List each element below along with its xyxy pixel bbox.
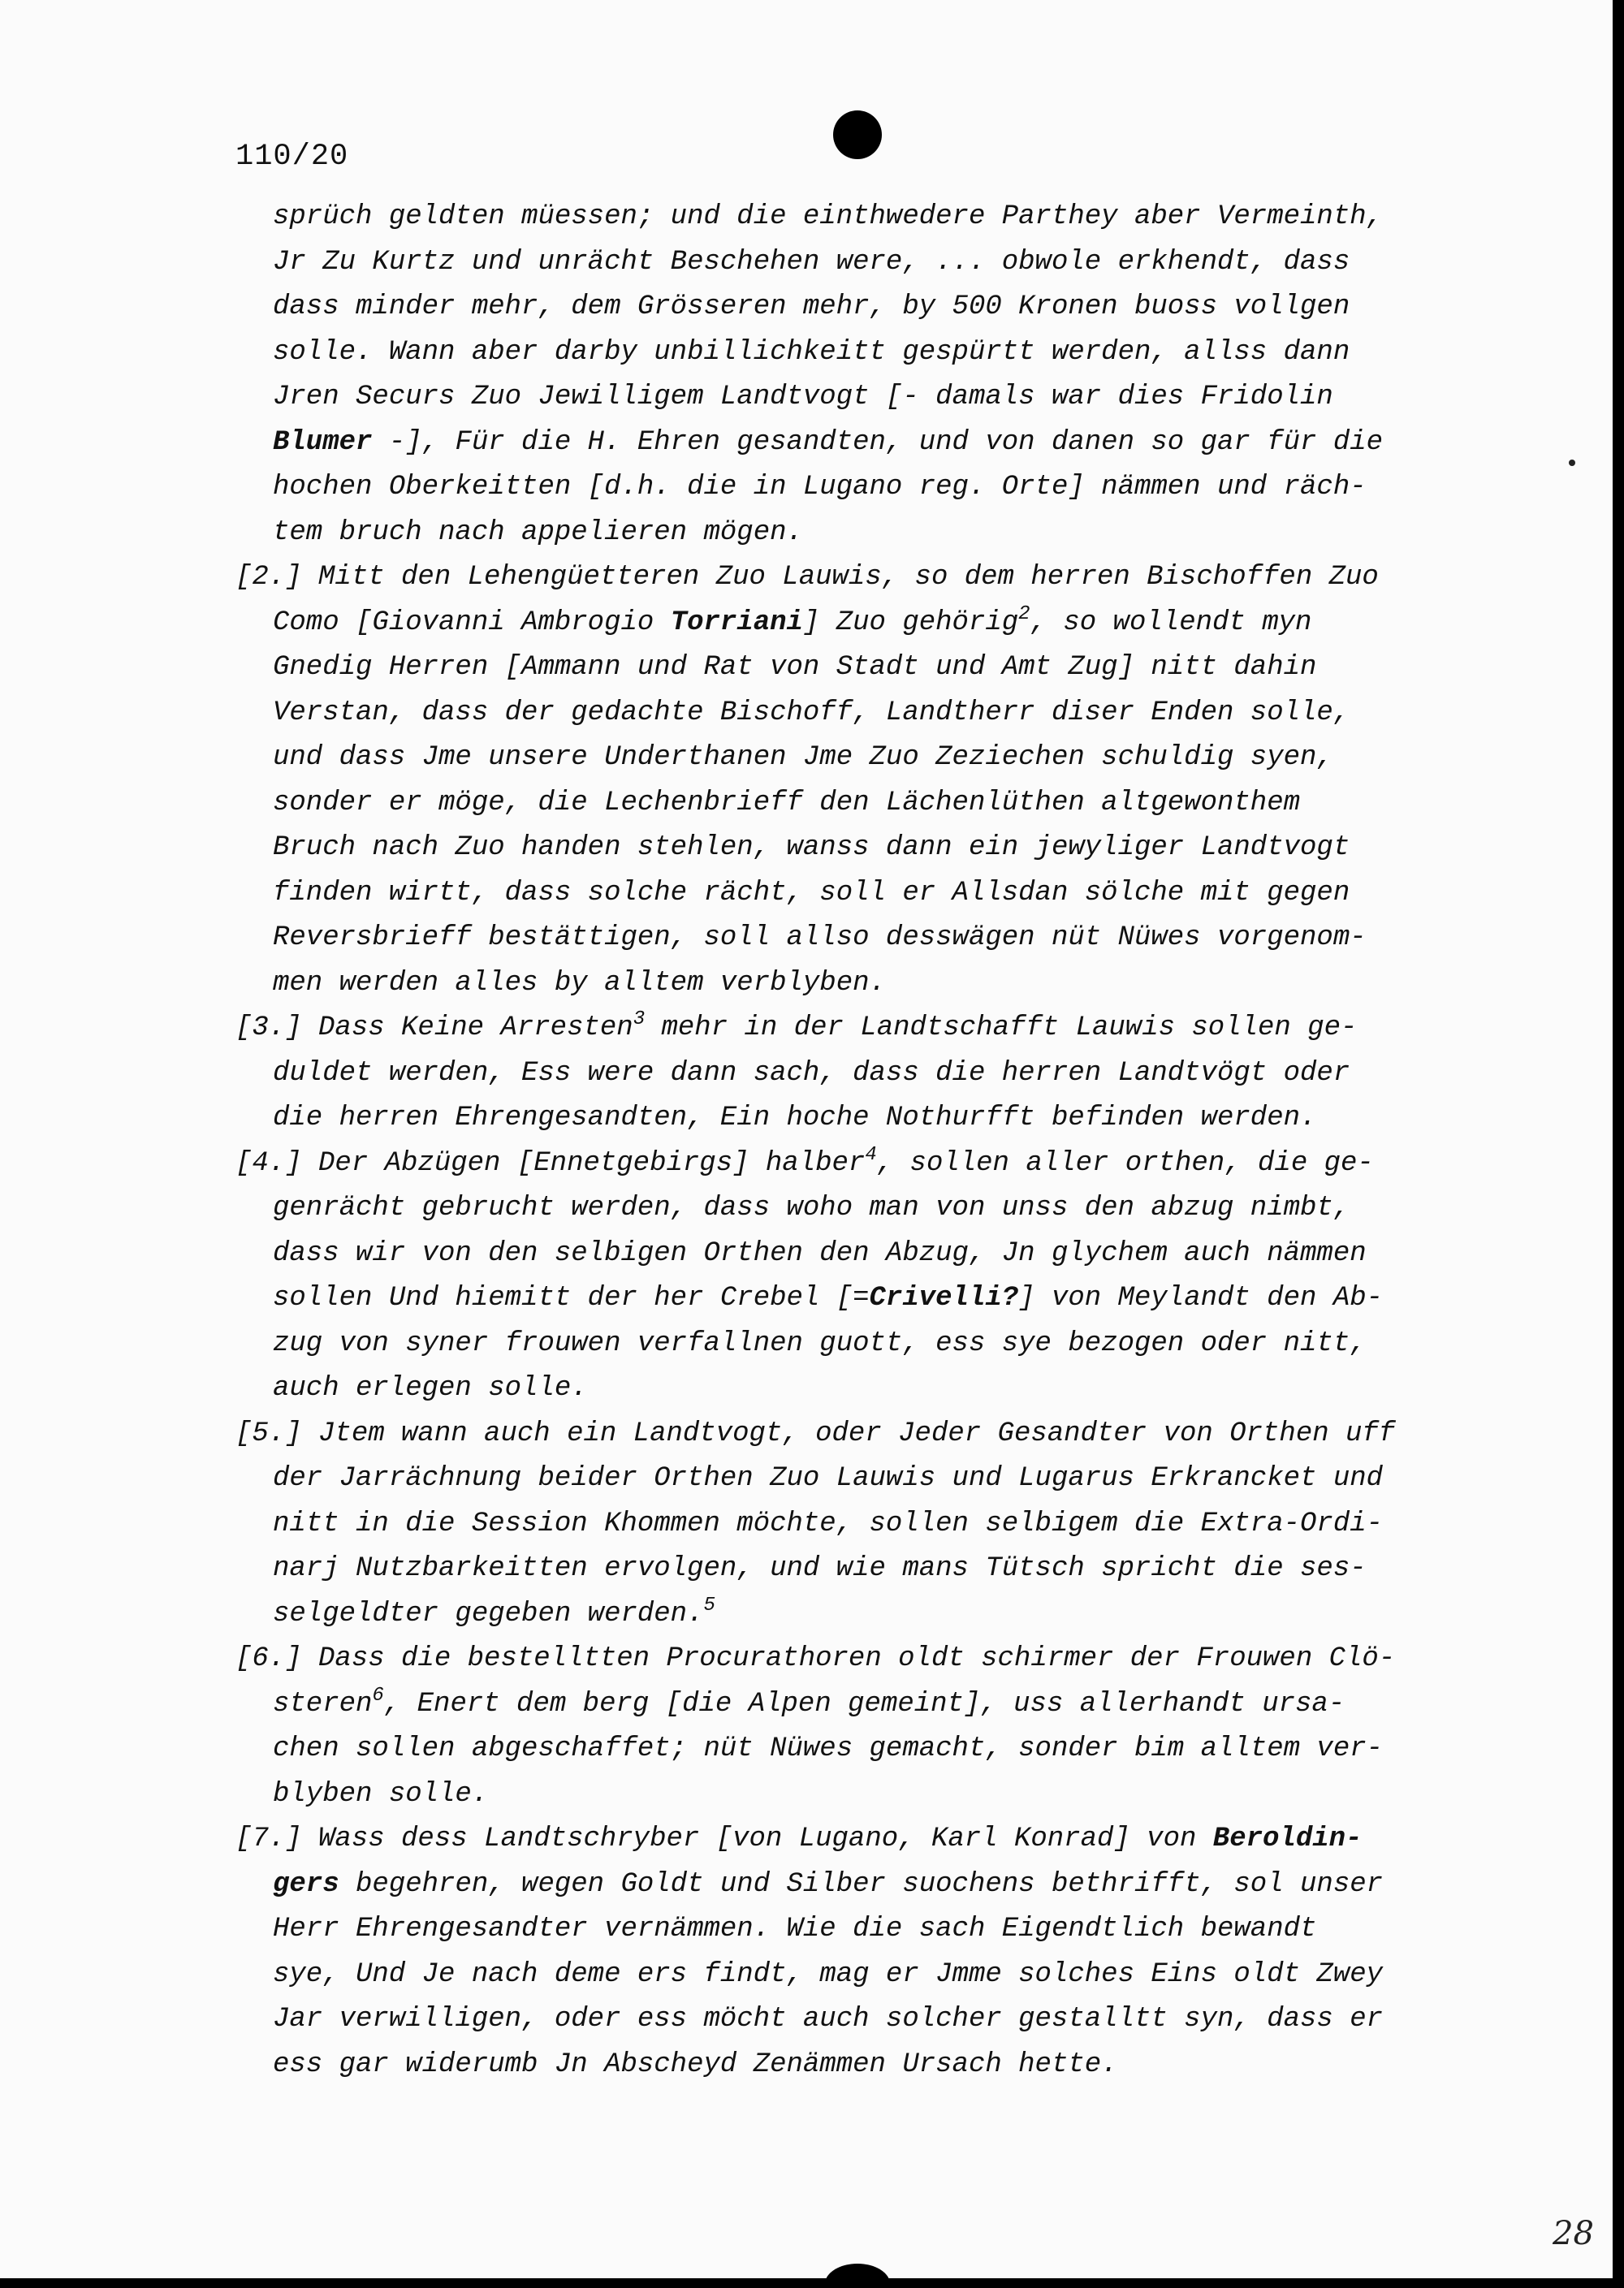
text-segment: sollen Und hiemitt der her Crebel [= xyxy=(273,1283,870,1314)
text-segment: Bruch nach Zuo handen stehlen, wanss dann ein jewyliger Landtvogt xyxy=(273,832,1350,863)
text-line xyxy=(235,1502,1502,1548)
text-line xyxy=(235,1366,1502,1412)
text-line xyxy=(235,330,1502,376)
text-segment: , Enert dem berg [die Alpen gemeint], uss allerhandt ursa- xyxy=(383,1688,1345,1720)
text-line xyxy=(235,961,1502,1007)
text-line xyxy=(235,1186,1502,1232)
bottom-punch-hole-mark xyxy=(825,2264,890,2278)
text-segment: sonder er möge, die Lechenbrieff den Lächenlüthen altgewonthem xyxy=(273,787,1301,818)
text-line xyxy=(235,736,1502,781)
bold-name: Crivelli? xyxy=(869,1283,1019,1314)
text-line xyxy=(235,1412,1502,1457)
text-line xyxy=(235,826,1502,871)
text-segment: Como [Giovanni Ambrogio xyxy=(273,607,671,638)
bold-name: Beroldin- xyxy=(1212,1824,1363,1854)
text-line xyxy=(235,1863,1502,1908)
text-segment: men werden alles by alltem verblyben. xyxy=(273,967,886,999)
text-segment: Jar verwilligen, oder ess möcht auch solcher gestalltt syn, dass er xyxy=(273,2004,1384,2035)
text-segment: chen sollen abgeschaffet; nüt Nüwes gemacht, sonder bim alltem ver- xyxy=(273,1733,1384,1764)
text-segment: narj Nutzbarkeitten ervolgen, und wie mans Tütsch spricht die ses- xyxy=(273,1553,1367,1584)
text-segment: sprüch geldten müessen; und die einthwedere Parthey aber Vermeinth, xyxy=(273,201,1384,232)
text-line xyxy=(235,916,1502,961)
text-line xyxy=(235,1051,1502,1097)
text-segment: Reversbrieff bestättigen, soll allso desswägen nüt Nüwes vorgenom- xyxy=(273,922,1367,953)
text-line xyxy=(235,1953,1502,1998)
text-line xyxy=(235,511,1502,556)
text-line xyxy=(235,1727,1502,1772)
text-segment: die herren Ehrengesandten, Ein hoche Nothurfft befinden werden. xyxy=(273,1103,1317,1133)
text-segment: hochen Oberkeitten [d.h. die in Lugano reg. Orte] nämmen und räch- xyxy=(273,472,1367,503)
text-segment: und dass Jme unsere Underthanen Jme Zuo Zeziechen schuldig syen, xyxy=(273,742,1333,773)
text-segment: dass wir von den selbigen Orthen den Abzug, Jn glychem auch nämmen xyxy=(273,1237,1367,1269)
text-segment: blyben solle. xyxy=(273,1778,489,1810)
margin-speck xyxy=(1569,460,1575,466)
text-line xyxy=(235,1232,1502,1277)
text-segment: steren xyxy=(273,1688,373,1720)
text-segment: begehren, wegen Goldt und Silber suochens bethrifft, sol unser xyxy=(339,1868,1384,1900)
text-line xyxy=(235,1682,1502,1728)
footnote-ref: 4 xyxy=(865,1143,877,1166)
text-segment: ess gar widerumb Jn Abscheyd Zenämmen Ursach hette. xyxy=(273,2048,1118,2080)
bold-name: Blumer xyxy=(273,426,373,458)
text-segment: der Jarrächnung beider Orthen Zuo Lauwis und Lugarus Erkrancket und xyxy=(273,1463,1384,1494)
text-line xyxy=(235,1637,1502,1682)
text-line xyxy=(235,240,1502,286)
text-segment: Verstan, dass der gedachte Bischoff, Landtherr diser Enden solle, xyxy=(273,697,1350,728)
text-segment: Jren Securs Zuo Jewilligem Landtvogt [- damals war dies Fridolin xyxy=(273,382,1333,412)
text-segment: genrächt gebrucht werden, dass woho man von unss den abzug nimbt, xyxy=(273,1193,1350,1224)
text-segment: [5.] Jtem wann auch ein Landtvogt, oder Jeder Gesandter von Orthen uff xyxy=(235,1418,1396,1449)
text-line xyxy=(235,1322,1502,1367)
text-line xyxy=(235,1907,1502,1953)
text-segment: [6.] Dass die bestelltten Procurathoren oldt schirmer der Frouwen Clö- xyxy=(235,1643,1396,1674)
text-segment: solle. Wann aber darby unbillichkeitt gespürtt werden, allss dann xyxy=(273,336,1350,368)
text-line xyxy=(235,1457,1502,1502)
text-segment: [3.] Dass Keine Arresten xyxy=(235,1012,633,1043)
text-line xyxy=(235,1276,1502,1322)
text-segment: Herr Ehrengesandter vernämmen. Wie die sach Eigendtlich bewandt xyxy=(273,1914,1317,1945)
text-line xyxy=(235,2043,1502,2088)
text-line xyxy=(235,421,1502,466)
text-segment: [4.] Der Abzügen [Ennetgebirgs] halber xyxy=(235,1147,866,1179)
text-line xyxy=(235,1592,1502,1638)
bold-name: Torriani xyxy=(670,607,803,638)
bold-name: gers xyxy=(273,1868,339,1900)
text-line xyxy=(235,1006,1502,1051)
text-line xyxy=(235,781,1502,827)
text-segment: duldet werden, Ess were dann sach, dass die herren Landtvögt oder xyxy=(273,1057,1350,1089)
text-segment: tem bruch nach appelieren mögen. xyxy=(273,516,803,548)
page-reference: 110/20 xyxy=(235,140,349,174)
text-segment: mehr in der Landtschafft Lauwis sollen ge- xyxy=(645,1012,1358,1043)
footnote-ref: 3 xyxy=(633,1008,646,1030)
text-line xyxy=(235,1772,1502,1818)
text-line xyxy=(235,645,1502,691)
text-line xyxy=(235,375,1502,421)
text-line xyxy=(235,195,1502,240)
text-line xyxy=(235,285,1502,330)
text-segment: [2.] Mitt den Lehengüetteren Zuo Lauwis, so dem herren Bischoffen Zuo xyxy=(235,562,1379,593)
text-line xyxy=(235,555,1502,601)
text-segment: auch erlegen solle. xyxy=(273,1373,588,1404)
text-segment: , so wollendt myn xyxy=(1030,607,1312,638)
text-segment: ] Zuo gehörig xyxy=(802,607,1019,638)
footnote-ref: 2 xyxy=(1018,602,1030,625)
text-segment: Gnedig Herren [Ammann und Rat von Stadt und Amt Zug] nitt dahin xyxy=(273,652,1317,683)
transcription-body xyxy=(235,195,1502,2087)
text-segment: nitt in die Session Khommen möchte, sollen selbigem die Extra-Ordi- xyxy=(273,1508,1384,1539)
text-line xyxy=(235,1096,1502,1142)
text-line xyxy=(235,1997,1502,2043)
text-line xyxy=(235,1547,1502,1592)
text-segment: -], Für die H. Ehren gesandten, und von danen so gar für die xyxy=(372,426,1384,458)
text-line xyxy=(235,691,1502,736)
text-line xyxy=(235,1142,1502,1187)
text-segment: Jr Zu Kurtz und unrächt Beschehen were, ... obwole erkhendt, dass xyxy=(273,246,1350,278)
text-segment: finden wirtt, dass solche rächt, soll er Allsdan sölche mit gegen xyxy=(273,877,1350,909)
text-line xyxy=(235,1817,1502,1863)
text-line xyxy=(235,871,1502,917)
punch-hole-mark xyxy=(833,110,882,159)
footnote-ref: 5 xyxy=(703,1594,715,1617)
footnote-ref: 6 xyxy=(372,1684,384,1707)
text-segment: , sollen aller orthen, die ge- xyxy=(876,1147,1374,1179)
text-line xyxy=(235,465,1502,511)
text-segment: [7.] Wass dess Landtschryber [von Lugano, Karl Konrad] von xyxy=(235,1824,1213,1854)
text-segment: zug von syner frouwen verfallnen guott, ess sye bezogen oder nitt, xyxy=(273,1327,1367,1359)
text-segment: dass minder mehr, dem Grösseren mehr, by 500 Kronen buoss vollgen xyxy=(273,291,1350,322)
text-segment: selgeldter gegeben werden. xyxy=(273,1598,704,1630)
text-line xyxy=(235,601,1502,646)
text-segment: sye, Und Je nach deme ers findt, mag er Jmme solches Eins oldt Zwey xyxy=(273,1958,1384,1990)
folio-number: 28 xyxy=(1553,2215,1594,2252)
text-segment: ] von Meylandt den Ab- xyxy=(1018,1283,1384,1314)
